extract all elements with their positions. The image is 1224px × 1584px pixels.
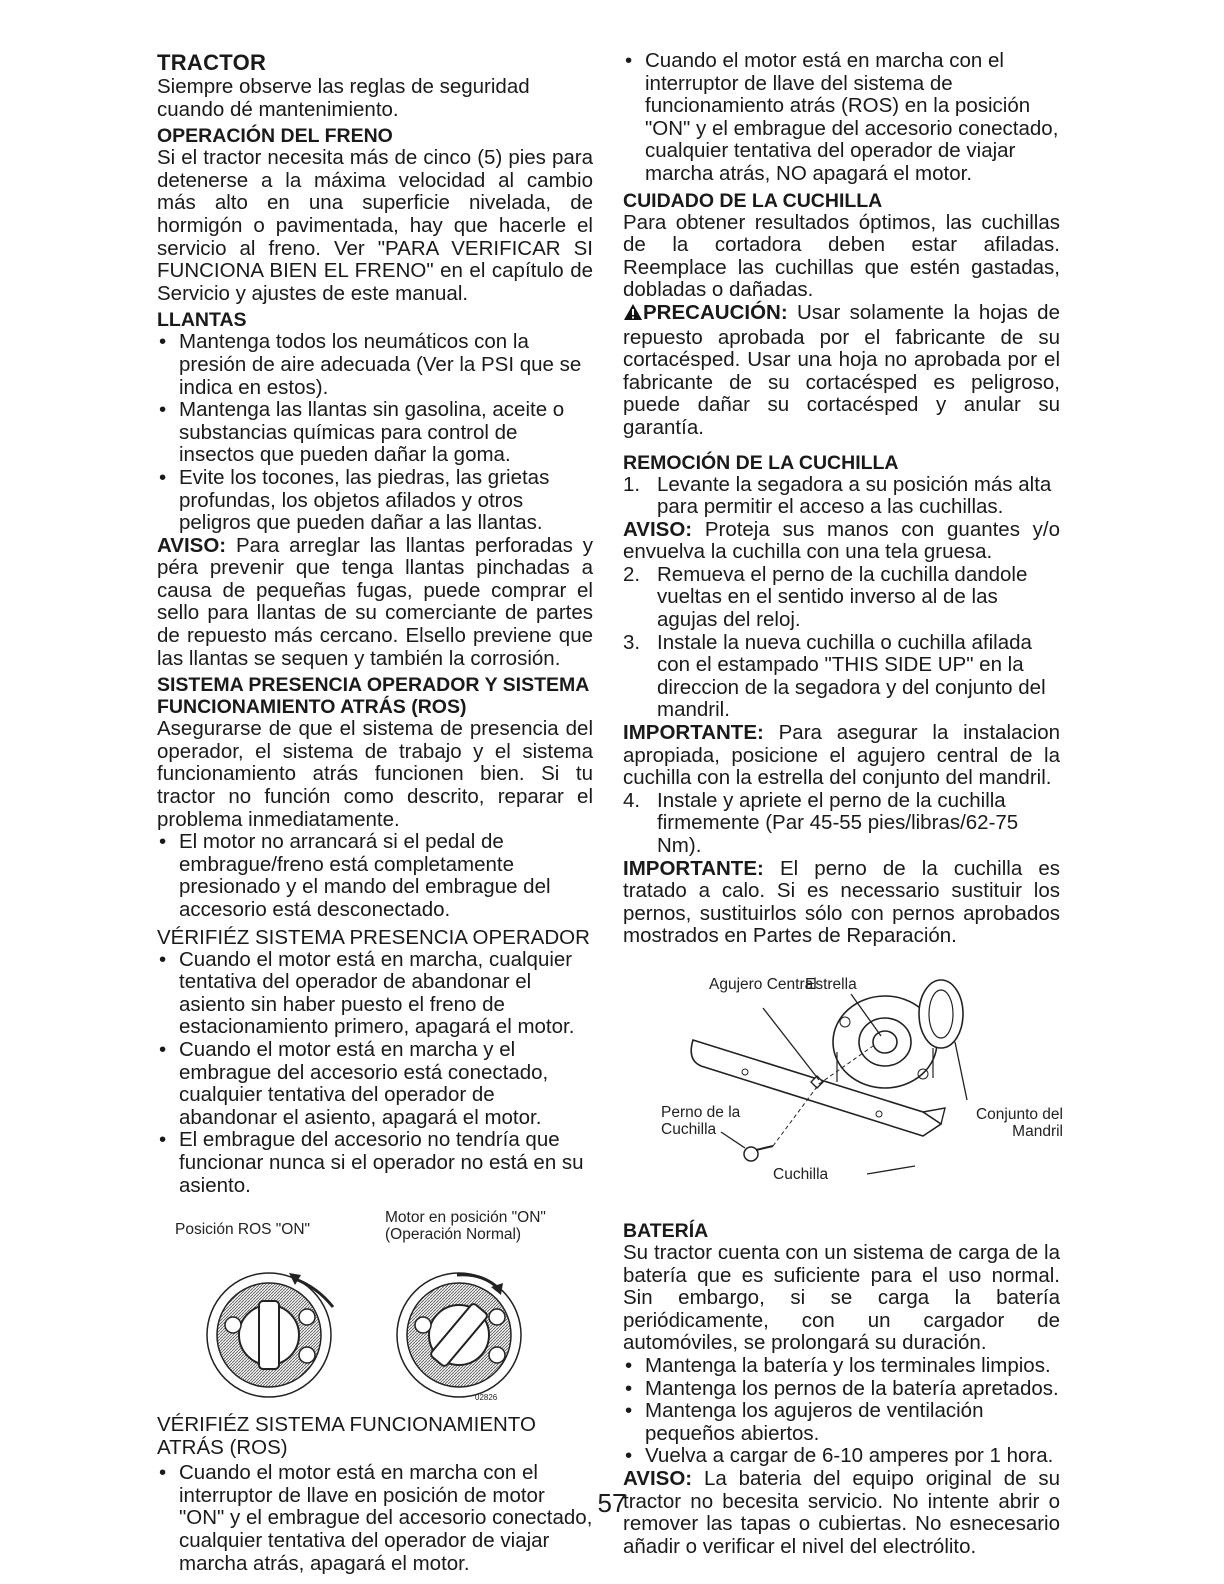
important-bolt xyxy=(623,858,1060,948)
list-item: • El motor no arrancará si el pedal de embrague/freno está completamente presionado y el mando del embrague del accesorio está desconectado. xyxy=(157,831,593,921)
ros-heading: SISTEMA PRESENCIA OPERADOR Y SISTEMA FUNCIONAMIENTO ATRÁS (ROS) xyxy=(157,674,589,719)
brake-text: Si el tractor necesita más de cinco (5) pies para detenerse a la máxima velocidad al cambio más alto en una superficie nivelada, de hormigón o pavimentada, hay que hacerle el servicio al freno. Ver "PARA VERIFICAR SI FUNCIONA BIEN EL FRENO" en el capítulo de Servicio y ajustes de este manual. xyxy=(157,146,593,305)
battery-list xyxy=(623,1355,1060,1468)
switch-engine-on xyxy=(397,1273,521,1397)
caution-label: PRECAUCIÓN: xyxy=(643,300,788,324)
list-item: • Mantenga los agujeros de ventilación pequeños abiertos. xyxy=(623,1400,1060,1445)
label-estrella: Estrella xyxy=(805,975,857,993)
notice-gloves xyxy=(623,519,1060,564)
key-switch-drawing xyxy=(157,1207,593,1407)
tractor-heading: TRACTOR xyxy=(157,50,267,75)
operator-heading: VÉRIFIÉZ SISTEMA PRESENCIA OPERADOR xyxy=(157,925,590,949)
list-item: • Cuando el motor está en marcha con el interruptor de llave en posición de motor "ON" y el embrague del accesorio conectado, cualquier tentativa del operador de viajar marcha atrás, apagará el motor. xyxy=(157,1462,593,1575)
notice-label: AVISO: xyxy=(157,533,227,557)
list-item: • Mantenga todos los neumáticos con la presión de aire adecuada (Ver la PSI que se indica en estos). xyxy=(157,331,593,399)
page-number: 57 xyxy=(597,1488,627,1518)
important-label: IMPORTANTE: xyxy=(623,721,764,745)
list-item: • Vuelva a cargar de 6-10 amperes por 1 hora. xyxy=(623,1445,1060,1468)
reverse-heading: VÉRIFIÉZ SISTEMA FUNCIONAMIENTO ATRÁS (ROS) xyxy=(157,1413,536,1460)
notice-label: AVISO: xyxy=(623,517,693,541)
label-perno-cuchilla: Perno de la Cuchilla xyxy=(661,1103,741,1138)
list-item: 3. Instale la nueva cuchilla o cuchilla afilada con el estampado "THIS SIDE UP" en la direccion de la segadora y del conjunto del mandril. xyxy=(623,630,1046,722)
step-text: Remueva el perno de la cuchilla dandole vueltas en el sentido inverso al de las agujas del reloj. xyxy=(657,562,1028,632)
list-item: 4. Instale y apriete el perno de la cuchilla firmemente (Par 45-55 pies/libras/62-75 Nm). xyxy=(623,788,1019,857)
list-item: • Cuando el motor está en marcha, cualquier tentativa del operador de abandonar el asiento sin haber puesto el freno de estacionamiento primero, apagará el motor. xyxy=(157,949,593,1039)
tractor-intro: Siempre observe las reglas de seguridad cuando dé mantenimiento. xyxy=(157,75,530,121)
list-item: • Mantenga la batería y los terminales limpios. xyxy=(623,1355,1060,1378)
list-item: • Cuando el motor está en marcha con el interruptor de llave del sistema de funcionamiento atrás (ROS) en la posición "ON" y el embrague del accesorio conectado, cualquier tentativa del operador de viajar marcha atrás, NO apagará el motor. xyxy=(623,50,1060,186)
blade-figure xyxy=(623,962,1063,1212)
label-cuchilla: Cuchilla xyxy=(773,1165,829,1183)
key-switch-figure xyxy=(157,1207,593,1407)
list-item: • Cuando el motor está en marcha y el embrague del accesorio está conectado, cualquier tentativa del operador de abandonar el asiento, apagará el motor. xyxy=(157,1039,593,1129)
list-item: 2. Remueva el perno de la cuchilla dandole vueltas en el sentido inverso al de las agujas del reloj. xyxy=(623,562,1028,632)
caution-paragraph xyxy=(623,302,1060,440)
list-item: • El embrague del accesorio no tendría que funcionar nunca si el operador no está en su asiento. xyxy=(157,1129,593,1197)
ros-list xyxy=(157,831,593,921)
switch-ros-on xyxy=(207,1273,333,1397)
left-column xyxy=(157,50,593,1575)
fig-label-ros-on: Posición ROS "ON" xyxy=(175,1221,311,1239)
step-text: Levante la segadora a su posición más alta para permitir el acceso a las cuchillas. xyxy=(657,472,1052,519)
brake-heading: OPERACIÓN DEL FRENO xyxy=(157,125,393,148)
warning-icon xyxy=(623,303,643,327)
blade-care-heading: CUIDADO DE LA CUCHILLA xyxy=(623,189,883,212)
notice-text: La bateria del equipo original de su tractor no becesita servicio. No intente abrir o remover las tapas o cubiertas. No esnecesario añadir o verificar el nivel del electrólito. xyxy=(623,1466,1061,1558)
fig-code: 02826 xyxy=(475,1393,498,1403)
tires-heading: LLANTAS xyxy=(157,309,247,332)
tires-notice xyxy=(157,535,593,671)
tires-list xyxy=(157,331,593,534)
ros-text: Asegurarse de que el sistema de presencia del operador, el sistema de trabajo y el sistema funcionamiento atrás funcionen bien. Si tu tractor no función como descrito, reparar el problema inmediatamente. xyxy=(157,717,593,831)
battery-heading: BATERÍA xyxy=(623,1219,709,1242)
label-agujero-central: Agujero Central xyxy=(709,975,817,993)
caution-text: Usar solamente la hojas de repuesto aprobada por el fabricante de su cortacésped. Usar una hoja no aprobada por el fabricante de su cortacésped es peligroso, puede dañar su cortacésped y anular su garantía. xyxy=(623,300,1060,439)
reverse-list-continued xyxy=(623,50,1060,186)
important-label: IMPORTANTE: xyxy=(623,856,764,880)
important-text: El perno de la cuchilla es tratado a calo. Si es necessario sustituir los pernos, sustituirlos sólo con pernos aprobados mostrados en Partes de Reparación. xyxy=(623,856,1060,948)
battery-text: Su tractor cuenta con un sistema de carga de la batería que es suficiente para el uso normal. Sin embargo, si se carga la batería periódicamente, con un cargador de automóviles, se prolongará su duración. xyxy=(623,1240,1060,1355)
notice-text: Proteja sus manos con guantes y/o envuelva la cuchilla con una tela gruesa. xyxy=(623,517,1060,564)
important-alignment xyxy=(623,722,1060,790)
blade-care-text: Para obtener resultados óptimos, las cuchillas de la cortadora deben estar afiladas. Reemplace las cuchillas que estén gastadas, dobladas o dañadas. xyxy=(623,210,1060,302)
label-conjunto-mandril: Conjunto del Mandril xyxy=(975,1105,1063,1140)
notice-text: Para arreglar las llantas perforadas y péra prevenir que tenga llantas pinchadas a causa de pequeñas fugas, puede comprar el sello para llantas de su comerciante de partes de repuesto más cercano. Elsello previene que las llantas se sequen y también la corrosión. xyxy=(157,533,593,670)
list-item: 1. Levante la segadora a su posición más alta para permitir el acceso a las cuchillas. xyxy=(623,472,1052,519)
removal-steps-c xyxy=(623,790,1060,858)
list-item: • Mantenga las llantas sin gasolina, aceite o substancias químicas para control de insectos que pueden dañar la goma. xyxy=(157,399,593,467)
important-text: Para asegurar la instalacion apropiada, posicione el agujero central de la cuchilla con la estrella del conjunto del mandril. xyxy=(623,721,1061,790)
operator-list xyxy=(157,949,593,1198)
list-item: • Evite los tocones, las piedras, las grietas profundas, los objetos afilados y otros peligros que pueden dañar a las llantas. xyxy=(157,467,593,535)
removal-steps-b xyxy=(623,564,1060,722)
fig-label-engine-on: Motor en posición "ON" (Operación Normal) xyxy=(385,1209,546,1244)
step-text: Instale la nueva cuchilla o cuchilla afilada con el estampado "THIS SIDE UP" en la direccion de la segadora y del conjunto del mandril. xyxy=(657,630,1046,722)
right-column xyxy=(623,49,1063,1558)
removal-heading: REMOCIÓN DE LA CUCHILLA xyxy=(623,451,899,474)
blade-drawing xyxy=(623,962,1060,1212)
step-text: Instale y apriete el perno de la cuchilla firmemente (Par 45-55 pies/libras/62-75 Nm). xyxy=(657,788,1019,857)
removal-steps-a xyxy=(623,474,1060,519)
notice-label: AVISO: xyxy=(623,1466,693,1490)
list-item: • Mantenga los pernos de la batería apretados. xyxy=(623,1378,1060,1401)
